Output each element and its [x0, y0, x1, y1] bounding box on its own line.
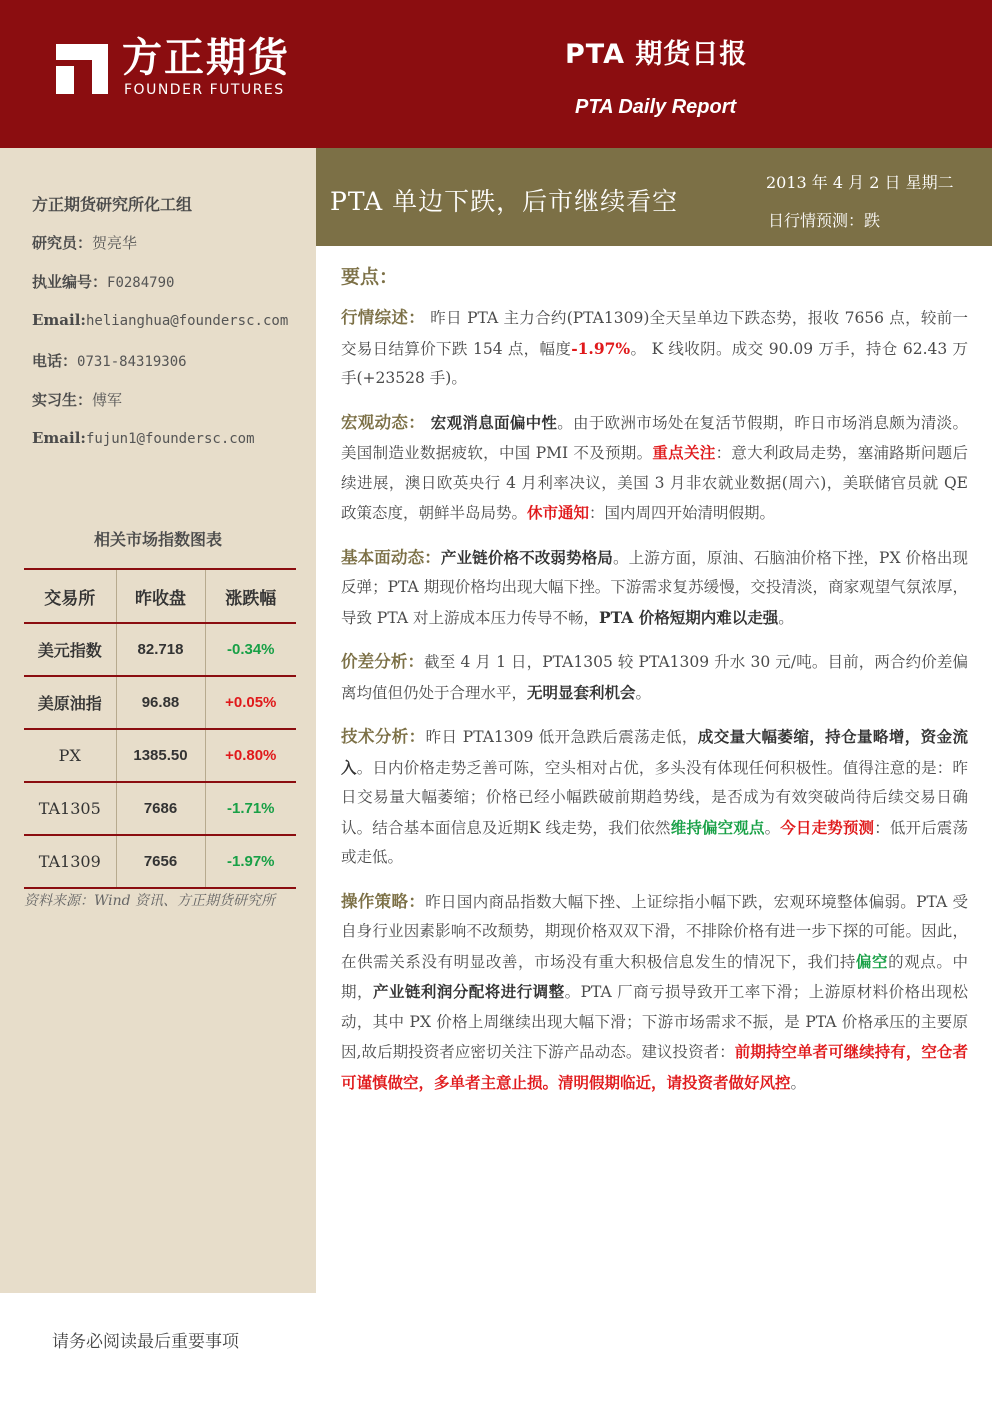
paragraph-text: 。 K 线收阴。成交 90.09 万手，持仓 62.43 万手(+23528 手)。 [341, 339, 968, 387]
table-row [24, 782, 296, 835]
red-highlight: 今日走势预测 [780, 817, 875, 837]
report-subtitle: PTA Daily Report [575, 96, 737, 118]
license-label: 执业编号： [32, 273, 108, 291]
license-number: F0284790 [107, 275, 175, 291]
market-name: TA1309 [24, 835, 116, 888]
prev-close: 1385.50 [116, 729, 205, 782]
paragraph-text: 昨日 PTA 主力合约(PTA1309)全天呈单边下跌态势，报收 7656 点，较前一交易日结算价下跌 154 点，幅度 [341, 309, 969, 358]
bold-text: 产业链利润分配将进行调整 [372, 982, 565, 1001]
org-name-text: 方正期货研究所化工组 [32, 195, 193, 214]
headline: PTA 单边下跌，后市继续看空 [330, 187, 679, 216]
bold-text: 无明显套利机会 [527, 682, 636, 702]
paragraph-text: 。日内价格走势乏善可陈，空头相对占优，多头没有体现任何积极性。值得注意的是：昨日交易量大幅萎缩；价格已经小幅跌破前期趋势线，是否成为有效突破尚待后续交易日确认。结合基本面信息及近期K 线走势，我们依然 [341, 758, 968, 837]
footer-disclaimer-note: 请务必阅读最后重要事项 [52, 1332, 239, 1352]
change-highlight: -1.97% [571, 338, 631, 358]
section-label: 宏观动态： [341, 412, 426, 432]
license-line [32, 271, 174, 292]
prev-close: 82.718 [116, 623, 205, 676]
market-name: 美元指数 [24, 623, 116, 676]
email-line [32, 311, 288, 329]
fundamentals-paragraph [341, 543, 968, 634]
email-address[interactable]: helianghua@foundersc.com [85, 313, 289, 329]
report-header [0, 0, 992, 148]
report-title: PTA 期货日报 [565, 39, 748, 70]
phone-line [32, 350, 187, 371]
paragraph-text: 。 [778, 608, 794, 627]
macro-paragraph [341, 408, 968, 529]
phone-label: 电话： [32, 352, 78, 370]
intern-label: 实习生： [32, 391, 93, 409]
table-header-row [24, 569, 296, 623]
founder-logo-icon [52, 40, 112, 98]
green-highlight: 偏空 [855, 951, 889, 971]
table-row [24, 676, 296, 729]
paragraph-text: ：低开后震荡或走低。 [341, 818, 968, 866]
section-label: 技术分析： [341, 727, 426, 746]
org-name [32, 192, 192, 215]
main-content [341, 262, 968, 1112]
paragraph-text: 的观点。中期， [341, 952, 968, 1001]
researcher-line [32, 232, 137, 253]
bold-text: 成交量大幅萎缩，持仓量略增，资金流入 [341, 727, 969, 777]
email2-line [32, 429, 255, 447]
red-highlight: 重点关注 [652, 443, 716, 462]
researcher-name: 贺亮华 [92, 234, 138, 252]
paragraph-text: ：国内周四开始清明假期。 [589, 504, 776, 522]
daily-forecast: 日行情预测：跌 [768, 211, 881, 230]
market-name: PX [24, 729, 116, 782]
paragraph-text: 昨日 PTA1309 低开急跌后震荡走低， [425, 728, 698, 746]
intern-line [32, 389, 122, 410]
column-header: 交易所 [24, 569, 116, 623]
phone-number: 0731-84319306 [77, 354, 187, 370]
change-pct: -1.97% [205, 835, 296, 888]
market-review-paragraph [341, 303, 968, 394]
technical-paragraph [341, 722, 968, 873]
section-label: 基本面动态： [341, 547, 441, 567]
paragraph-text: 。 [764, 818, 781, 837]
market-name: TA1305 [24, 782, 116, 835]
section-label: 操作策略： [341, 891, 426, 911]
change-pct: +0.05% [205, 676, 296, 729]
spread-paragraph [341, 647, 968, 708]
bold-text: 产业链价格不改弱势格局 [440, 547, 614, 567]
strategy-paragraph [341, 887, 968, 1099]
paragraph-text: ：意大利政局走势，塞浦路斯问题后续进展，澳日欧英央行 4 月利率决议，美国 3 月非农就业数据(周六)，美联储官员就 QE 政策态度，朝鲜半岛局势。 [341, 444, 968, 522]
report-date: 2013 年 4 月 2 日 星期二 [766, 173, 954, 192]
table-row [24, 623, 296, 676]
prev-close: 96.88 [116, 676, 205, 729]
market-name: 美原油指 [24, 676, 116, 729]
email2-address[interactable]: fujun1@foundersc.com [85, 431, 255, 447]
logo-english-name: FOUNDER FUTURES [124, 82, 285, 98]
paragraph-text: 。上游方面，原油、石脑油价格下挫，PX 价格出现反弹；PTA 期现价格均出现大幅下挫。下游需求复苏缓慢，交投清淡，商家观望气氛浓厚，导致 PTA 对上游成本压力传导不畅， [341, 548, 968, 627]
paragraph-text: 截至 4 月 1 日，PTA1305 较 PTA1309 升水 30 元/吨。目前，两合约价差偏离均值但仍处于合理水平， [341, 653, 969, 702]
section-label: 价差分析： [341, 652, 425, 671]
key-points-heading: 要点： [341, 266, 399, 288]
logo-chinese-name: 方正期货 [122, 35, 290, 81]
bold-text: 宏观消息面偏中性 [425, 412, 558, 432]
email-label: Email: [32, 311, 86, 329]
prev-close: 7656 [116, 835, 205, 888]
email2-label: Email: [32, 429, 86, 447]
section-label: 行情综述： [341, 308, 426, 327]
paragraph-text: 。由于欧洲市场处在复活节假期，昨日市场消息颇为清淡。美国制造业数据疲软，中国 PMI 不及预期。 [341, 413, 968, 462]
bold-text: PTA 价格短期内难以走强 [598, 607, 779, 627]
change-pct: +0.80% [205, 729, 296, 782]
table-row [24, 729, 296, 782]
researcher-label: 研究员： [32, 234, 93, 252]
paragraph-text: 昨日国内商品指数大幅下挫、上证综指小幅下跌，宏观环境整体偏弱。PTA 受自身行业因素影响不改颓势，期现价格双双下滑，不排除价格有进一步下探的可能。因此，在供需关系没有明显改善，市场没有重大积极信息发生的情况下，我们持 [341, 892, 969, 971]
change-pct: -1.71% [205, 782, 296, 835]
intern-name: 傅军 [92, 391, 123, 409]
column-header: 昨收盘 [116, 569, 205, 623]
paragraph-text: 。PTA 厂商亏损导致开工率下滑；上游原材料价格出现松动，其中 PX 价格上周继续出现大幅下滑；下游市场需求不振，是 PTA 价格承压的主要原因,故后期投资者应密切关注下游产品动态。建议投资者： [341, 983, 968, 1061]
market-table-title: 相关市场指数图表 [93, 530, 222, 549]
column-header: 涨跌幅 [205, 569, 296, 623]
red-highlight: 前期持空单者可继续持有，空仓者可谨慎做空，多单者主意止损。清明假期临近，请投资者做好风控 [341, 1042, 968, 1092]
prev-close: 7686 [116, 782, 205, 835]
paragraph-text: 。 [635, 683, 652, 702]
table-source-note: 资料来源：Wind 资讯、方正期货研究所 [24, 893, 276, 909]
paragraph-text: 。 [790, 1073, 807, 1092]
market-index-table [24, 568, 296, 889]
red-highlight: 休市通知 [527, 503, 590, 522]
change-pct: -0.34% [205, 623, 296, 676]
green-highlight: 维持偏空观点 [670, 817, 765, 837]
table-row [24, 835, 296, 888]
